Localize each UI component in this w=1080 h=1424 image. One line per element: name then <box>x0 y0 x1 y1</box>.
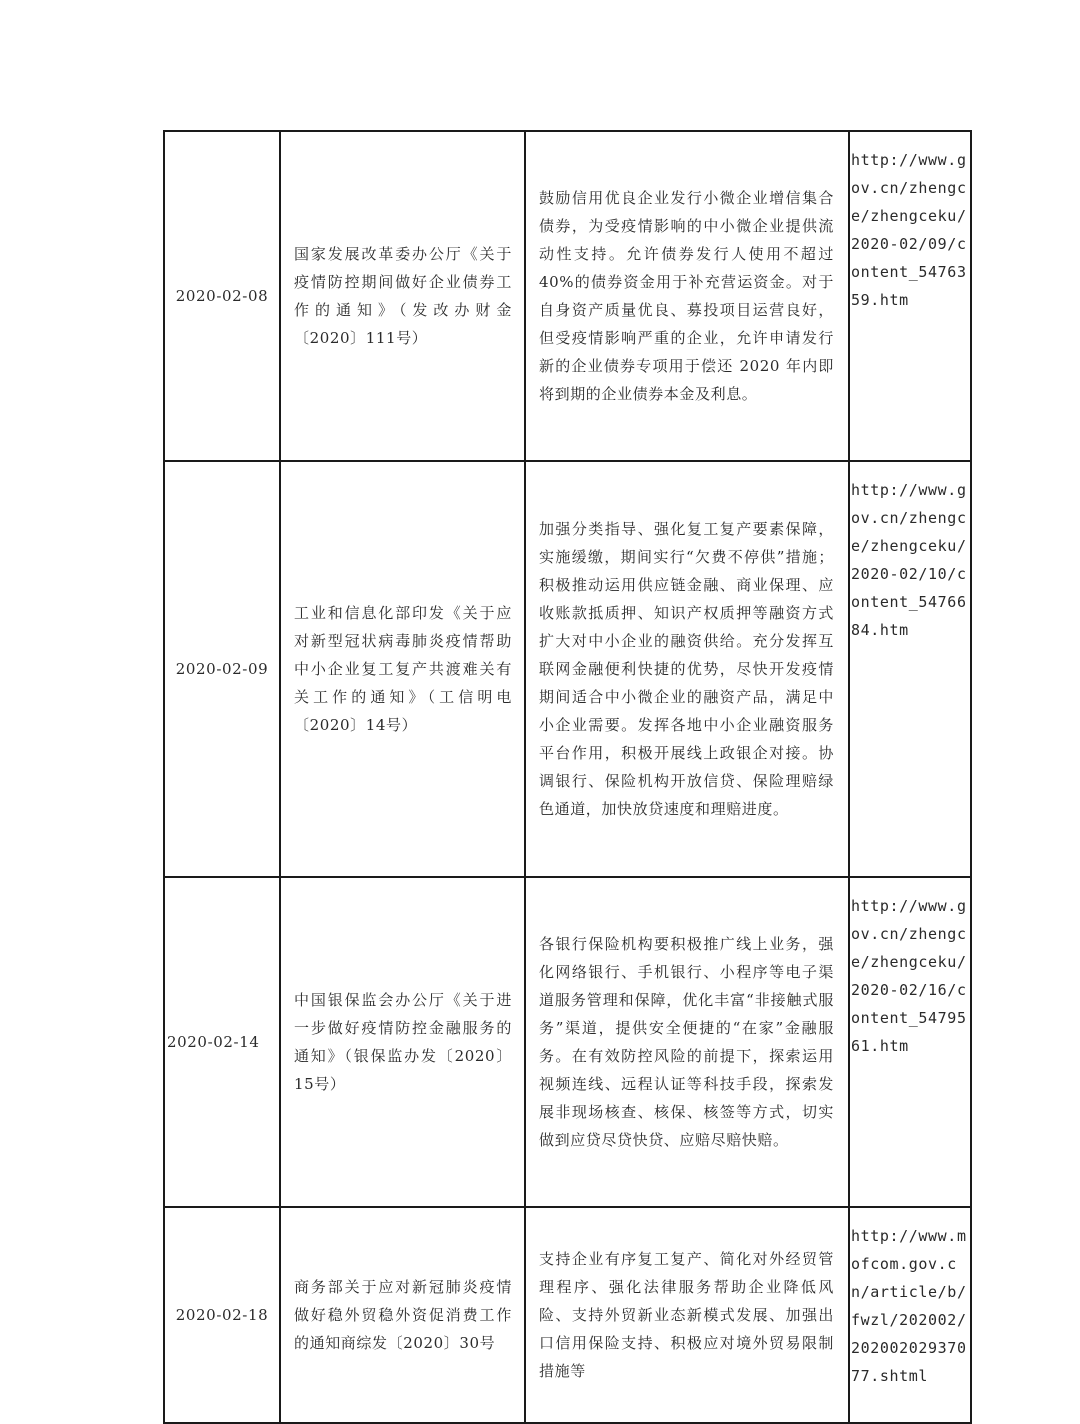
table-row <box>164 877 971 1207</box>
url-cell: http://www.gov.cn/zhengce/zhengceku/2020-02/10/content_5476684.htm <box>849 461 971 877</box>
table-row <box>164 1207 971 1423</box>
content-cell: 支持企业有序复工复产、简化对外经贸管理程序、强化法律服务帮助企业降低风险、支持外贸新业态新模式发展、加强出口信用保险支持、积极应对境外贸易限制措施等 <box>525 1207 849 1423</box>
url-cell: http://www.gov.cn/zhengce/zhengceku/2020-02/16/content_5479561.htm <box>849 877 971 1207</box>
policy-table <box>163 130 972 1424</box>
date-cell: 2020-02-09 <box>164 461 280 877</box>
table-row <box>164 131 971 461</box>
date-cell: 2020-02-14 <box>164 877 280 1207</box>
content-cell: 鼓励信用优良企业发行小微企业增信集合债券，为受疫情影响的中小微企业提供流动性支持。允许债券发行人使用不超过40%的债券资金用于补充营运资金。对于自身资产质量优良、募投项目运营良好，但受疫情影响严重的企业，允许申请发行新的企业债券专项用于偿还 2020 年内即将到期的企业债券本金及利息。 <box>525 131 849 461</box>
document-cell: 国家发展改革委办公厅《关于疫情防控期间做好企业债券工作的通知》（发改办财金〔2020〕111号） <box>280 131 525 461</box>
url-cell: http://www.gov.cn/zhengce/zhengceku/2020-02/09/content_5476359.htm <box>849 131 971 461</box>
date-cell: 2020-02-08 <box>164 131 280 461</box>
document-cell: 中国银保监会办公厅《关于进一步做好疫情防控金融服务的通知》（银保监办发〔2020〕15号） <box>280 877 525 1207</box>
table-row <box>164 461 971 877</box>
date-cell: 2020-02-18 <box>164 1207 280 1423</box>
content-cell: 各银行保险机构要积极推广线上业务，强化网络银行、手机银行、小程序等电子渠道服务管理和保障，优化丰富“非接触式服务”渠道，提供安全便捷的“在家”金融服务。在有效防控风险的前提下，探索运用视频连线、远程认证等科技手段，探索发展非现场核查、核保、核签等方式，切实做到应贷尽贷快贷、应赔尽赔快赔。 <box>525 877 849 1207</box>
url-cell: http://www.mofcom.gov.cn/article/b/fwzl/202002/20200202937077.shtml <box>849 1207 971 1423</box>
document-cell: 工业和信息化部印发《关于应对新型冠状病毒肺炎疫情帮助中小企业复工复产共渡难关有关工作的通知》（工信明电〔2020〕14号） <box>280 461 525 877</box>
document-cell: 商务部关于应对新冠肺炎疫情做好稳外贸稳外资促消费工作的通知商综发〔2020〕30号 <box>280 1207 525 1423</box>
content-cell: 加强分类指导、强化复工复产要素保障，实施缓缴，期间实行“欠费不停供”措施；积极推动运用供应链金融、商业保理、应收账款抵质押、知识产权质押等融资方式扩大对中小企业的融资供给。充分发挥互联网金融便利快捷的优势，尽快开发疫情期间适合中小微企业的融资产品，满足中小企业需要。发挥各地中小企业融资服务平台作用，积极开展线上政银企对接。协调银行、保险机构开放信贷、保险理赔绿色通道，加快放贷速度和理赔进度。 <box>525 461 849 877</box>
